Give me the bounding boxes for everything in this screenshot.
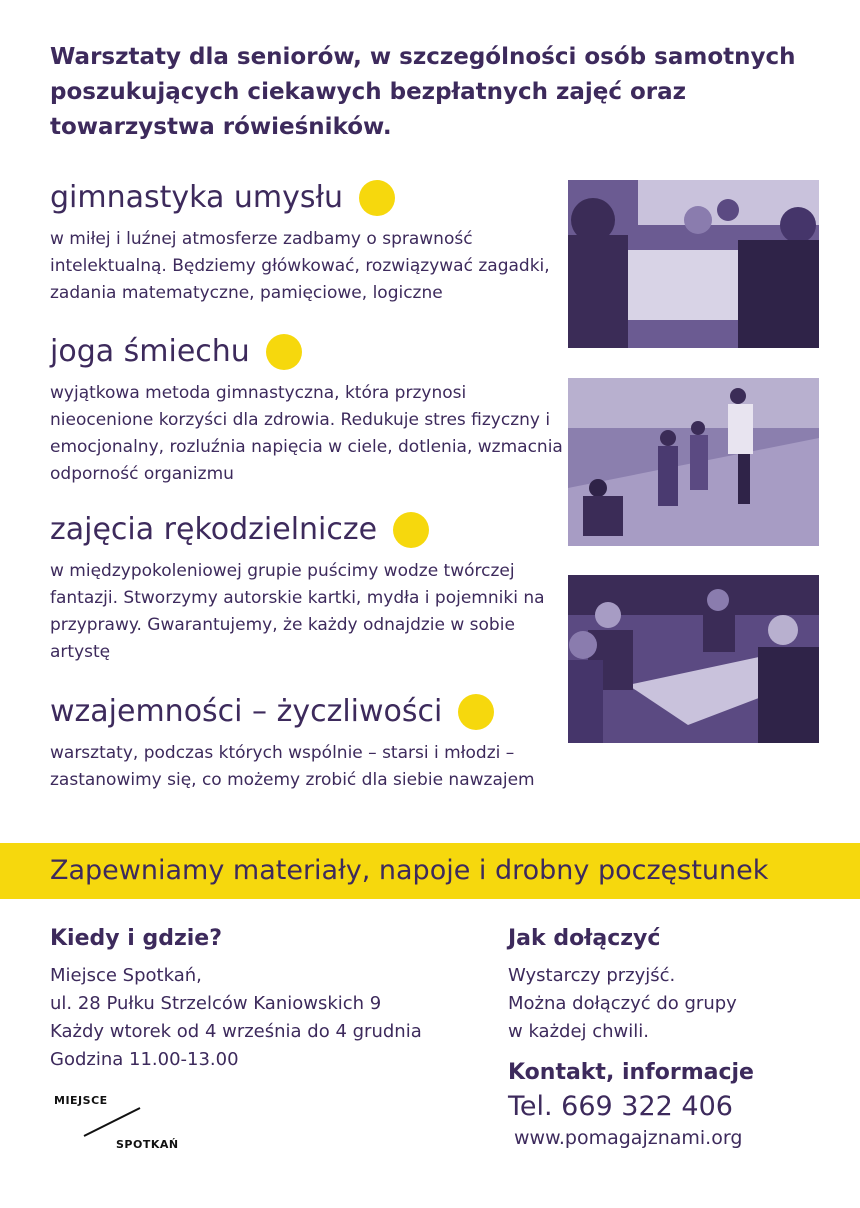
yellow-dot-icon bbox=[359, 180, 395, 216]
join-heading: Jak dołączyć bbox=[508, 926, 661, 951]
section-reciprocity bbox=[50, 692, 610, 794]
section-description: w miłej i luźnej atmosferze zadbamy o sprawność intelektualną. Będziemy główkować, rozwiązywać zagadki, zadania matematyczne, pamięciowe, logiczne bbox=[50, 229, 550, 303]
section-title-row bbox=[50, 692, 610, 732]
yellow-dot-icon bbox=[266, 334, 302, 370]
contact-phone[interactable]: Tel. 669 322 406 bbox=[508, 1091, 733, 1122]
section-handicraft bbox=[50, 510, 570, 666]
section-title: joga śmiechu bbox=[50, 334, 250, 369]
yellow-dot-icon bbox=[458, 694, 494, 730]
section-description: wyjątkowa metoda gimnastyczna, która przynosi nieocenione korzyści dla zdrowia. Redukuje stres fizyczny i emocjonalny, rozluźnia napięcia w ciele, dotlenia, wzmacnia odporność organizmu bbox=[50, 383, 563, 484]
join-block bbox=[508, 924, 737, 1046]
when-where-line: Każdy wtorek od 4 września do 4 grudnia bbox=[50, 1021, 422, 1042]
section-title: zajęcia rękodzielnicze bbox=[50, 512, 378, 547]
contact-website-link[interactable]: www.pomagajznami.org bbox=[514, 1127, 743, 1149]
logo-text-bottom: SPOTKAŃ bbox=[116, 1138, 179, 1151]
section-description: warsztaty, podczas których wspólnie – starsi i młodzi – zastanowimy się, co możemy zrobić dla siebie nawzajem bbox=[50, 743, 535, 790]
intro-heading: Warsztaty dla seniorów, w szczególności osób samotnych poszukujących ciekawych bezpłatnych zajęć oraz towarzystwa rówieśników. bbox=[50, 44, 796, 140]
join-line: Wystarczy przyjść. bbox=[508, 965, 676, 986]
section-title-row bbox=[50, 332, 570, 372]
when-where-line: Godzina 11.00-13.00 bbox=[50, 1049, 239, 1070]
section-mind-gymnastics bbox=[50, 178, 570, 307]
miejsce-spotkan-logo bbox=[54, 1090, 194, 1160]
logo-text-top: MIEJSCE bbox=[54, 1094, 108, 1107]
photo-seniors-at-table bbox=[568, 180, 819, 348]
section-title-row bbox=[50, 178, 570, 218]
when-where-line: ul. 28 Pułku Strzelców Kaniowskich 9 bbox=[50, 993, 382, 1014]
info-banner bbox=[0, 843, 860, 899]
when-where-block bbox=[50, 924, 422, 1074]
section-laughter-yoga bbox=[50, 332, 570, 488]
when-where-heading: Kiedy i gdzie? bbox=[50, 926, 222, 951]
section-title: gimnastyka umysłu bbox=[50, 180, 344, 215]
photo-laughter-yoga-class bbox=[568, 378, 819, 546]
section-description: w międzypokoleniowej grupie puścimy wodze twórczej fantazji. Stworzymy autorskie kartki, mydła i pojemniki na przyprawy. Gwarantujemy, że każdy odnajdzie w sobie artystę bbox=[50, 561, 545, 662]
join-line: w każdej chwili. bbox=[508, 1021, 650, 1042]
banner-text: Zapewniamy materiały, napoje i drobny poczęstunek bbox=[50, 855, 769, 886]
contact-heading: Kontakt, informacje bbox=[508, 1060, 754, 1085]
section-title-row bbox=[50, 510, 570, 550]
section-title: wzajemności – życzliwości bbox=[50, 694, 443, 729]
join-line: Można dołączyć do grupy bbox=[508, 993, 737, 1014]
photo-handicraft-workshop bbox=[568, 575, 819, 743]
yellow-dot-icon bbox=[393, 512, 429, 548]
when-where-line: Miejsce Spotkań, bbox=[50, 965, 202, 986]
contact-block bbox=[508, 1058, 754, 1152]
